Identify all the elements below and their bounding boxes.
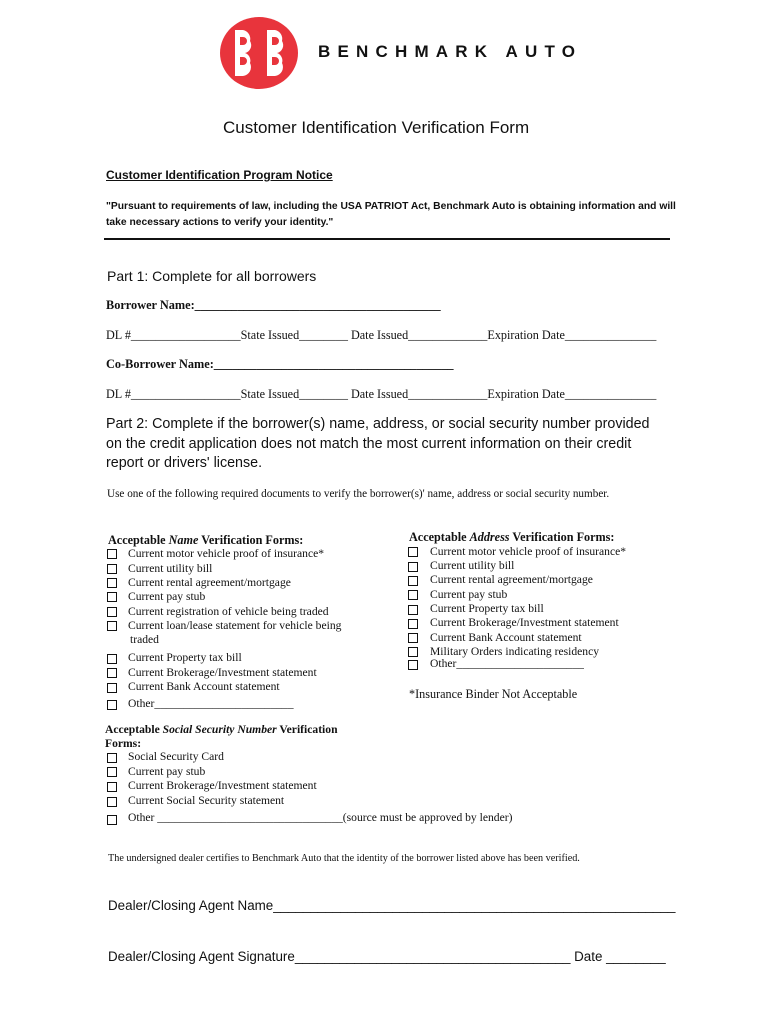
name-form-item-wrap: traded [130, 633, 159, 646]
address-form-checkbox[interactable] [408, 633, 418, 643]
address-form-item-other[interactable]: Other______________________ [430, 657, 584, 670]
brand-name: BENCHMARK AUTO [318, 42, 583, 61]
notice-heading: Customer Identification Program Notice [106, 168, 333, 182]
ssn-form-checkbox[interactable] [107, 753, 117, 763]
address-form-item: Current Property tax bill [430, 602, 544, 615]
name-form-checkbox[interactable] [107, 683, 117, 693]
name-form-item: Current registration of vehicle being traded [128, 605, 329, 618]
address-form-checkbox[interactable] [408, 660, 418, 670]
ssn-form-item: Current pay stub [128, 765, 206, 778]
name-form-checkbox[interactable] [107, 578, 117, 588]
name-form-checkbox[interactable] [107, 621, 117, 631]
address-form-item: Current pay stub [430, 588, 508, 601]
insurance-binder-note: *Insurance Binder Not Acceptable [409, 687, 578, 701]
address-form-checkbox[interactable] [408, 590, 418, 600]
address-forms-heading: Acceptable Address Verification Forms: [409, 530, 615, 544]
ssn-form-checkbox[interactable] [107, 782, 117, 792]
form-title: Customer Identification Verification Form [223, 118, 530, 137]
name-form-item-other[interactable]: Other________________________ [128, 697, 294, 710]
address-form-item: Current utility bill [430, 559, 515, 572]
address-form-checkbox[interactable] [408, 619, 418, 629]
divider [104, 238, 670, 240]
name-form-item: Current Bank Account statement [128, 680, 280, 693]
dealer-name-field[interactable]: Dealer/Closing Agent Name______________________________________________________ [108, 898, 676, 913]
name-form-checkbox[interactable] [107, 654, 117, 664]
name-form-checkbox[interactable] [107, 564, 117, 574]
certification-text: The undersigned dealer certifies to Benchmark Auto that the identity of the borrower listed above has been verified. [108, 853, 580, 864]
name-form-checkbox[interactable] [107, 700, 117, 710]
name-forms-heading: Acceptable Name Verification Forms: [108, 533, 304, 547]
part2-heading: Part 2: Complete if the borrower(s) name, address, or social security number provided on the credit application does not match the most current information on their credit report or drivers' license. [106, 416, 650, 471]
name-form-checkbox[interactable] [107, 668, 117, 678]
ssn-form-checkbox[interactable] [107, 815, 117, 825]
address-form-item: Current Bank Account statement [430, 631, 582, 644]
name-form-checkbox[interactable] [107, 592, 117, 602]
name-form-item: Current motor vehicle proof of insurance* [128, 547, 325, 560]
name-form-item: Current utility bill [128, 562, 213, 575]
name-form-checkbox[interactable] [107, 549, 117, 559]
part2-instruction: Use one of the following required documents to verify the borrower(s)' name, address or social security number. [107, 488, 610, 500]
address-form-item: Current rental agreement/mortgage [430, 573, 593, 586]
ssn-form-item-other[interactable]: Other ________________________________(source must be approved by lender) [128, 811, 513, 824]
address-form-item: Military Orders indicating residency [430, 645, 600, 658]
ssn-form-checkbox[interactable] [107, 797, 117, 807]
address-form-checkbox[interactable] [408, 562, 418, 572]
address-form-checkbox[interactable] [408, 547, 418, 557]
part1-heading: Part 1: Complete for all borrowers [107, 268, 317, 284]
borrower-dl-fields[interactable]: DL #__________________State Issued________ Date Issued_____________Expiration Date_______________ [106, 328, 657, 342]
name-form-item: Current pay stub [128, 590, 206, 603]
name-form-item: Current rental agreement/mortgage [128, 576, 291, 589]
address-form-item: Current motor vehicle proof of insurance* [430, 545, 627, 558]
name-form-item: Current loan/lease statement for vehicle being [128, 619, 342, 632]
bb-logo-icon [219, 16, 299, 90]
dealer-signature-field[interactable]: Dealer/Closing Agent Signature_____________________________________ Date ________ [108, 949, 666, 964]
ssn-form-item: Current Social Security statement [128, 794, 285, 807]
name-form-item: Current Brokerage/Investment statement [128, 666, 317, 679]
address-form-item: Current Brokerage/Investment statement [430, 616, 619, 629]
name-form-item: Current Property tax bill [128, 651, 242, 664]
ssn-form-checkbox[interactable] [107, 767, 117, 777]
coborrower-name-field[interactable]: Co-Borrower Name:_______________________________________ [106, 357, 454, 371]
notice-text: "Pursuant to requirements of law, including the USA PATRIOT Act, Benchmark Auto is obtaining information and will take necessary actions to verify your identity." [106, 201, 676, 228]
coborrower-dl-fields[interactable]: DL #__________________State Issued________ Date Issued_____________Expiration Date_______________ [106, 387, 657, 401]
address-form-checkbox[interactable] [408, 576, 418, 586]
address-form-checkbox[interactable] [408, 647, 418, 657]
borrower-name-field[interactable]: Borrower Name:________________________________________ [106, 298, 441, 312]
ssn-form-item: Social Security Card [128, 750, 224, 763]
ssn-forms-heading: Acceptable Social Security Number Verification Forms: [105, 723, 338, 750]
ssn-form-item: Current Brokerage/Investment statement [128, 779, 317, 792]
address-form-checkbox[interactable] [408, 605, 418, 615]
name-form-checkbox[interactable] [107, 607, 117, 617]
